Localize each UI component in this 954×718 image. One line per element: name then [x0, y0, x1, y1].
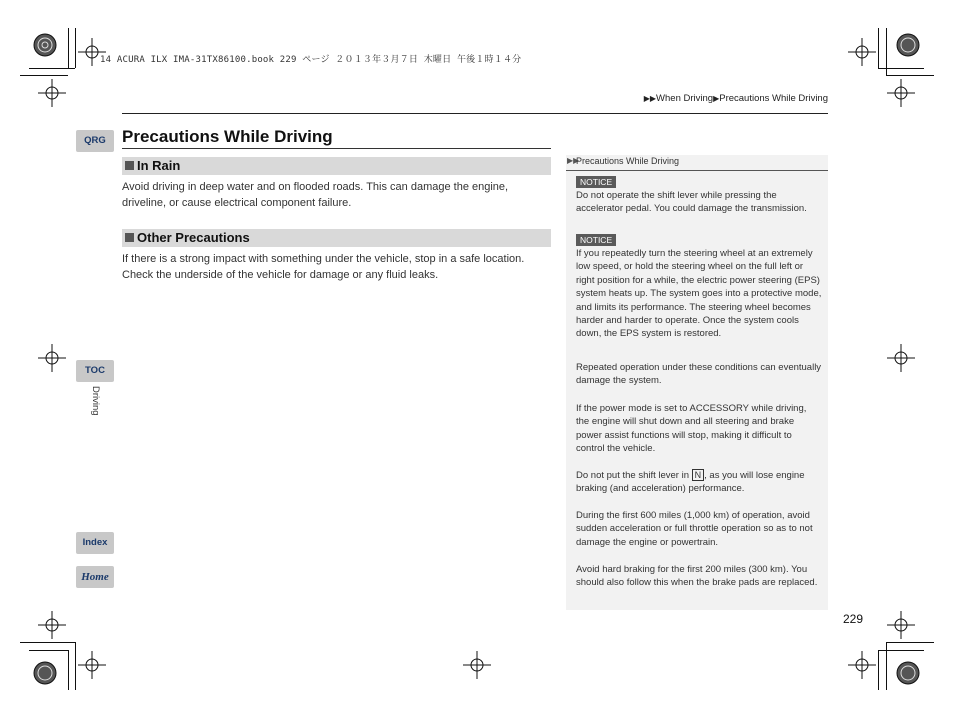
note-paragraph: Repeated operation under these conditions can eventually damage the system. [576, 362, 822, 387]
crosshair-icon [38, 344, 66, 372]
section-heading-label: In Rain [137, 158, 181, 173]
section-square-icon [125, 161, 134, 170]
crosshair-icon [887, 611, 915, 639]
print-header: 14 ACURA ILX IMA-31TX86100.book 229 ページ ２０１３年３月７日 木曜日 午後１時１４分 [100, 55, 522, 65]
notes-header-label: Precautions While Driving [576, 156, 680, 166]
note-paragraph: During the first 600 miles (1,000 km) of operation, avoid sudden acceleration or full throttle operation so as to not damage the engine or powertrain. [576, 510, 813, 548]
chapter-label: Driving [90, 386, 101, 416]
note-paragraph-start: Do not put the shift lever in [576, 470, 690, 481]
crosshair-icon [38, 611, 66, 639]
header-divider [122, 113, 828, 114]
section-square-icon [125, 233, 134, 242]
registration-target-icon [30, 30, 60, 60]
breadcrumb [644, 93, 828, 104]
section-text: Avoid driving in deep water and on flooded roads. This can damage the engine, driveline, or cause electrical component failure. [122, 181, 509, 209]
gear-n-indicator: N [692, 469, 705, 481]
home-tab[interactable]: Home [76, 566, 114, 588]
section-heading [122, 157, 551, 175]
crosshair-icon [887, 344, 915, 372]
page-title: Precautions While Driving [122, 127, 333, 146]
section-text: If there is a strong impact with something under the vehicle, stop in a safe location. Check the underside of the vehicle for damage or any fluid leaks. [122, 253, 525, 281]
registration-target-icon [30, 658, 60, 688]
crosshair-icon [38, 79, 66, 107]
note-paragraph-end: , as you will lose engine braking (and acceleration) performance. [576, 470, 805, 495]
breadcrumb-arrow-icon: ▶ [713, 94, 720, 103]
crosshair-icon [848, 38, 876, 66]
crosshair-icon [78, 651, 106, 679]
title-divider [122, 148, 551, 149]
notice-text: Do not operate the shift lever while pressing the accelerator pedal. You could damage the transmission. [576, 190, 807, 215]
toc-tab[interactable]: TOC [76, 360, 114, 382]
note-paragraph: If the power mode is set to ACCESSORY while driving, the engine will shut down and all steering and brake power assist functions will stop, making it difficult to control the vehicle. [576, 403, 807, 455]
crosshair-icon [848, 651, 876, 679]
breadcrumb-arrow-icon: ▶▶ [643, 94, 657, 103]
notes-header [566, 155, 828, 171]
breadcrumb-item[interactable]: Precautions While Driving [719, 93, 828, 104]
page-number: 229 [842, 612, 863, 626]
section-heading [122, 229, 551, 247]
breadcrumb-item[interactable]: When Driving [656, 93, 714, 104]
note-paragraph: Avoid hard braking for the first 200 miles (300 km). You should also follow this when the brake pads are replaced. [576, 564, 818, 589]
registration-target-icon [893, 30, 923, 60]
index-tab[interactable]: Index [76, 532, 114, 554]
notice-badge: NOTICE [576, 234, 616, 246]
registration-target-icon [893, 658, 923, 688]
section-heading-label: Other Precautions [137, 230, 250, 245]
qrg-tab[interactable]: QRG [76, 130, 114, 152]
notice-text: If you repeatedly turn the steering wheel at an extremely low speed, or hold the steering wheel on the full left or right position for a while, the electric power steering (EPS) system heats up. The system goes into a protective mode, and limits its performance. The steering wheel becomes harder and harder to operate. Once the system cools down, the EPS system is restored. [576, 248, 822, 340]
note-paragraph [576, 469, 822, 496]
note-arrow-icon: ▶▶ [567, 156, 580, 165]
crosshair-icon [463, 651, 491, 679]
crosshair-icon [887, 79, 915, 107]
notice-badge: NOTICE [576, 176, 616, 188]
